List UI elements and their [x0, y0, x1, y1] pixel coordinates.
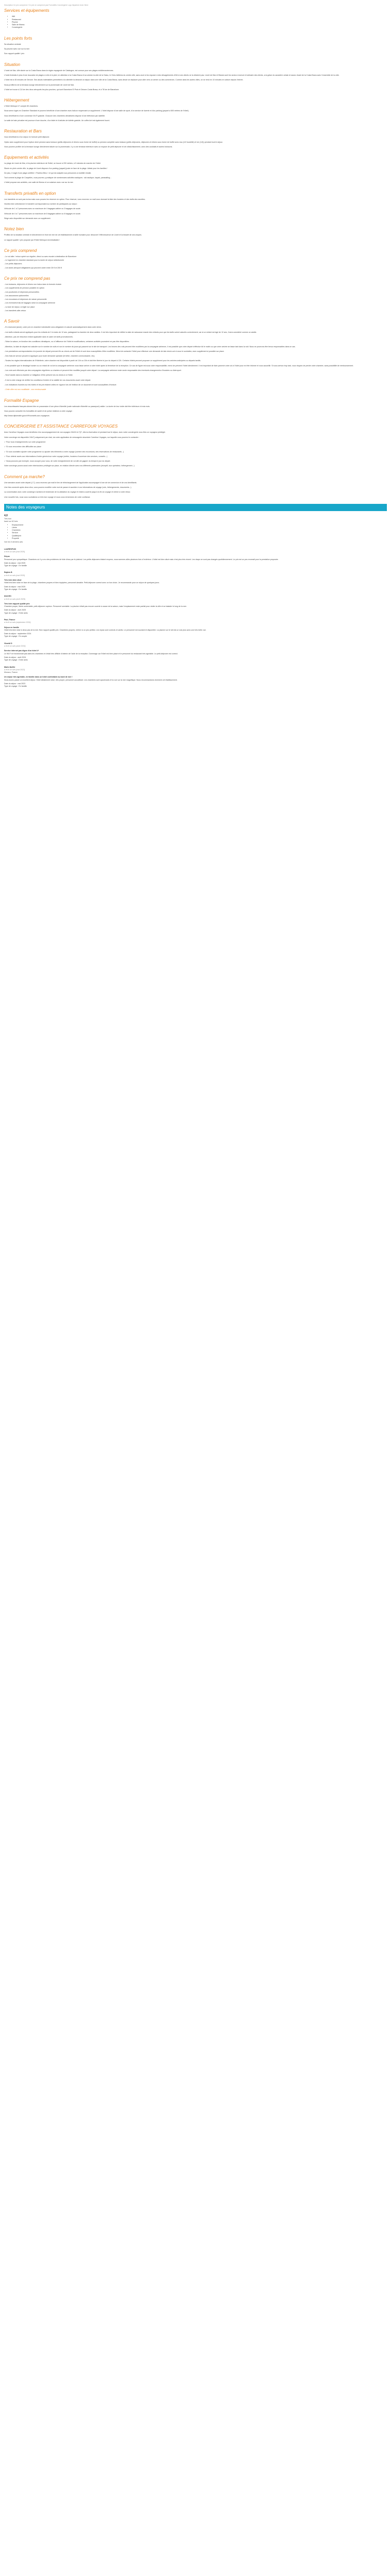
review-author: Rajkris B	[4, 571, 12, 574]
criteria-item: • Literie	[12, 527, 387, 529]
review-body: Chambre propre, literie confortable, petit-déjeuner copieux. Personnel serviable. La piscine n'était pas encore ouverte à cause de la saison, mais l'emplacement reste parfait pour visiter la ville et se balader le long de la mer.	[4, 605, 187, 608]
diplomatie-link[interactable]: http://www.diplomatie.gouv.fr/fr/conseils-aux-voyageurs	[4, 415, 50, 417]
list-item: - Les transferts aller-retour	[4, 310, 26, 312]
list-item: • Wifi	[12, 15, 387, 18]
paragraph: ✓ Pour tous renseignements sur votre programme	[4, 441, 46, 443]
criteria-item: • Qualité/prix	[12, 535, 387, 537]
review-type: Type de voyage : Entre amis	[4, 659, 28, 662]
list-item: - Les pourboires et dépenses personnelles	[4, 291, 39, 293]
paragraph: Vous pouvez consulter les formalités de santé et de police relatives à votre voyage :	[4, 410, 73, 412]
reviews-title-bar: Notes des voyageurs	[4, 504, 387, 511]
review-date-sejour: Date du séjour : août 2024	[4, 656, 26, 658]
review-item	[4, 595, 387, 615]
based-on: basé sur 62 Avis	[4, 520, 18, 523]
prix-comprend-list	[4, 256, 387, 269]
review-title: Déçus	[4, 555, 10, 558]
review-date-sejour: Date du séjour : septembre 2024	[4, 633, 31, 635]
review-date-sejour: Date du séjour : mai 2025	[4, 562, 26, 564]
section-title-prix-ne-comprend: Ce prix ne comprend pas	[4, 276, 51, 281]
paragraph: - Les prestations correspondantes à la journée de départ prennent fin au check-out de l'hôtel et sont donc susceptibles d'être modifiées. Merci de contacter l'hôtel pour effectuer une demande de late check-out si vous le souhaitez, avec supplément si possible sur place.	[4, 350, 224, 352]
list-item: • Conciergerie	[12, 26, 387, 29]
review-title: Un séjour très agréable, en famille dans un hôtel confortable au bord de mer !	[4, 676, 73, 679]
review-title: Service internet pas digne d'un hôtel 4*	[4, 650, 39, 652]
paragraph: L'hotel de Mar, ville située sur la Costa Brava dans la région espagnole de Catalogne, est connue pour ses plages méditerranéennes.	[4, 69, 114, 72]
paragraph: Son rapport qualité / prix	[4, 53, 25, 55]
review-type: Type de voyage : En famille	[4, 685, 27, 688]
section-title-notez: Notez bien	[4, 227, 24, 232]
paragraph: - Seules les règles internationales de l'Hôtellerie, votre chambre est disponible à partir de 14h ou 15h et doit être libérée le jour du départ à 12h. Certains hôtels peuvent proposer un supplément pour les arrivées anticipées ou départs tardifs.	[4, 360, 201, 362]
paragraph: Votre concierge pourra aussi votre interlocuteur privilégié sur place, en relation directe avec nos différents partenaires (réceptif, tour opérateur, hébergement...).	[4, 465, 135, 467]
breadcrumb[interactable]: Description Ce prix comprend / Ce prix ne comprend pas Formalités Conciergerie Logo Intpartner Avis Client	[4, 4, 88, 6]
section-title-points-forts: Les points forts	[4, 36, 32, 41]
review-title: Très bien rapport qualité prix	[4, 602, 30, 605]
paragraph: Nous profiterez de la terrasse-lounge directement sur la promenade de Lloret de Mar.	[4, 83, 74, 86]
paragraph: Véhicule de 4 à 7 personnes avec un maximum de 8 bagages cabine ou 6 bagages en soute.	[4, 212, 81, 215]
paragraph: Vous bénéficierez d'un séjour en formule petit déjeuner.	[4, 136, 50, 139]
paragraph: - Attention, la date de départ est calculée sur le nombre de nuits et non le nombre de jours qui passent sur le site de transport. Les heures des vols peuvent être modifiées par la compagnie aérienne, il est possible que votre départ s'effectue tôt le matin ou que votre arrivée se fasse tard dans la nuit. Nous ne pourrons être tenus responsables dans ce cas.	[4, 345, 296, 348]
section-title-hebergement: Hébergement	[4, 98, 29, 103]
paragraph: Une semaine avant votre départ (J-7), vous recevrez par mail le lien de téléchargement de l'application accompagné d'une clé de connexion et de vos identifiants.	[4, 481, 137, 484]
section-title-restauration: Restauration et Bars	[4, 129, 42, 134]
paragraph: - Il est possible que le décalage horaire ou un retard de vol de la compagnie aérienne vous fasse arriver à votre hôtel après la fermeture de la réception. Ce cas de figure est sous votre responsabilité, merci de prévenir l'hôtel directement. Il est important de faire parvenir votre vol à l'hôtel pour en être informé et vous accueillir. Si vous arrivez trop tard, vous risquez de perdre votre chambre, sans possibilité de remboursement.	[4, 364, 354, 367]
review-date: a écrit un avis (août 2024)	[4, 645, 26, 648]
services-list	[4, 15, 387, 29]
review-type: Type de voyage : En couple	[4, 635, 27, 638]
review-date-sejour: Date du séjour : mai 2023	[4, 683, 26, 685]
list-item: • Restaurant	[12, 19, 387, 21]
review-date: a écrit un avis (mai 2023)	[4, 668, 25, 671]
paragraph: Sa piscine avec vue sur la mer	[4, 48, 29, 50]
section-title-transferts: Transferts privatifs en option	[4, 191, 56, 196]
review-author: Marie-Noëlle	[4, 666, 15, 668]
list-item: - Les taxes aéroport obligatoires qui peuvent varier entre 30 € et 200 €	[4, 266, 62, 269]
paragraph: - Les indications fournies sur les hôtels et les prix étaient celles en vigueur lors de l'édition de ce document et sont susceptibles d'évoluer.	[4, 383, 117, 386]
paragraph: - En reservant (seule), votre prix en chambre individuelle sera obligatoire et calculé automatiquement dans votre devis.	[4, 326, 102, 329]
paragraph: ✓ Si vous souhaitez ajouter votre programme ou ajouter des éléments à votre voyage (comme des excursions, des réservations de restaurants...)	[4, 450, 124, 453]
review-title: Très bien bien situé	[4, 579, 22, 582]
review-title: Séjour en famille	[4, 626, 19, 629]
paragraph: - Selon la saison, en fonction des conditions climatiques, ou à l'affluence de l'hôtel et modifications, certaines activités pourraient ne pas être disponibles.	[4, 341, 130, 343]
review-body: Nous avons passé un excellent séjour. Hôtel idéalement situé, très propre, personnel accueillant. Les chambres sont spacieuses et la vue sur la mer magnifique. Nous recommandons vivement cet établissement.	[4, 679, 177, 681]
paragraph: Votre concierge est disponible 24h/7j uniquement par chat, via votre application de messagerie sécurisée Carrefour Voyages, sur laquelle vous pourrez le contacter :	[4, 436, 139, 438]
paragraph: Une fois connecté après deux clics, vous pourrez modifier votre mot de passe et accéder à vos informations de voyage (vols, hébergements, documents...).	[4, 486, 132, 489]
paragraph: ✓ Pour obtenir accès aux informations d'ordre général sur votre voyage (météo, horaires d'ouverture des services, conseils...)	[4, 455, 108, 457]
paragraph: Optez avec supplément pour l'option demi pension sans boisson (petits déjeuners et dîners sous forme de buffet) ou pension complète sans boisson (petits déjeuners, déjeuners et dîners sous forme de buffet avec eau (1/2 bouteille) et vin (1/4)) pendant tout le séjour.	[4, 141, 223, 143]
review-body: Personnel peu sympathique. Chambres où il y a eu des problèmes de fuite d'eau par le plafond. Les petits déjeuners étaient moyens, nous sommes allés plusieurs fois à l'extérieur. L'hôtel est bien situé mais n'est plus très récent. Les draps ne sont pas changés quotidiennement. Le prix est un peu excessif pour la prestation proposée.	[4, 558, 279, 561]
paragraph: - Attention, pas de réduction enfant applicable dans le cadre de tarifs promotionnels.	[4, 335, 73, 338]
paragraph: Tout comme la plage de Canyelles, vous pourrez y pratiquer de nombreuses activités nautiques : ski nautique, kayak, parasailing...	[4, 177, 111, 179]
review-author: Paul_France	[4, 618, 15, 621]
paragraph: L'hôtel se trouve à 2,6 km des deux aéroports les plus proches, qui sont Barcelone El Prat et Gérone-Costa Brava, et à 78 km de Barcelone.	[4, 88, 120, 91]
paragraph: L'hôtel est à 45 minutes de Gérone. Ses atouts indéniables permettent à la clientèle la désirant un séjour dans une ville de la Costa Brava, sans devoir se déplacer pour aller vers un centre ou des commerces. Comme dans les autres villes, on se rend en 10 minutes en voiture depuis l'entrée.	[4, 79, 243, 81]
paragraph: Le rapport qualité / prix proposé par l'Hôtel Metropol est imbattable !	[4, 239, 60, 241]
paragraph: Les transferts ne sont pas inclus mais vous pouvez les réserver en option. Pour réserver, vous recevrez un mail vous donnant la liste des horaires et des tarifs des navettes.	[4, 198, 145, 200]
paragraph: ✓ Si vous rencontrez des difficultés sur place	[4, 446, 42, 448]
review-type: Type de voyage : En famille	[4, 588, 27, 590]
paragraph: Située en plein centre ville, la plage de Lloret dispose d'un parking (payant) juste en face de la plage. Idéale pour les familles !	[4, 167, 108, 170]
review-author: dsmrt61	[4, 595, 11, 598]
paragraph: Avec Carrefour Voyages vous bénéficiez d'un accompagnement de vos voyages 24h/24 et 7j/7, dès la réservation et pendant tout le séjour, avec notre conciergerie vous êtes un voyageur privilégié.	[4, 431, 166, 434]
paragraph: La salle de bain privative est pourvue d'une douche, d'un bidet et d'articles de toilette gratuits. Un coffre-fort est également fourni.	[4, 120, 110, 122]
paragraph: - Il est à votre charge de vérifier les conditions d'entrée et la validité de vos documents avant votre départ.	[4, 379, 91, 381]
paragraph: Vous pourrez profiter de la terrasse lounge directement située sur la promenade, il y a une terrasse intérieure avec un espace de petit déjeuner et de rafraîchissement, avec des cocktails et autres boissons.	[4, 145, 173, 148]
paragraph: Profitez de la situation centrale et directement en front de mer de cet établissement à taille humaine pour découvrir l'effervescence de Lloret et la beauté de ses criques.	[4, 234, 142, 236]
review-item	[4, 548, 387, 568]
paragraph: Véhicule de 1 à 3 personnes avec un maximum de 4 bagages cabine ou 3 bagages de soute.	[4, 208, 81, 210]
list-item: • Salle de fitness	[12, 24, 387, 26]
reviews-summary	[4, 514, 387, 544]
list-item: - Les excursions et dépenses de nature personnelle	[4, 298, 47, 301]
review-body: Hôtel très bien situé à deux pas de la mer. Bon rapport qualité-prix. Chambres propres, même si un peu petites. Les repas sont corrects et variés. Le personnel est souriant et disponible. La piscine sur le toit est un vrai plus avec une très belle vue.	[4, 629, 206, 631]
section-title-equipements: Equipements et activités	[4, 155, 49, 160]
list-item: - Les boissons, déjeuners et dîners non inclus dans la formule choisie	[4, 283, 61, 285]
review-date: a écrit un avis (avril 2025)	[4, 598, 26, 600]
review-body: Le Wi-Fi ne fonctionnait pas dans les chambres et c'était très difficile d'obtenir de l'aide de la réception. Dommage car l'hôtel est bien placé et le personnel du restaurant très agréable. Le petit-déjeuner est correct.	[4, 652, 178, 655]
overall-label: Très bon	[4, 517, 12, 520]
list-item: - Le vol aller / retour opéré sur régulier, direct ou avec escale à destination de Barcelone	[4, 255, 77, 258]
review-date-sejour: Date du séjour : mai 2025	[4, 585, 26, 588]
review-item	[4, 571, 387, 591]
review-author: LAURESP100	[4, 548, 17, 550]
section-title-comment: Comment ça marche?	[4, 474, 45, 479]
list-item: - Les assurances optionnelles	[4, 294, 29, 297]
section-title-services: Services et équipements	[4, 8, 50, 13]
paragraph: Veuillez bien sélectionner le transfert correspondant au nombre de participants au séjour :	[4, 203, 78, 206]
paragraph: Siège auto disponible sur demande avec un supplément.	[4, 217, 51, 219]
review-date: a écrit un avis (mai 2025)	[4, 574, 25, 577]
see-all-reviews-link[interactable]: Voir les 5 derniers avis	[4, 541, 23, 544]
section-title-situation: Situation	[4, 62, 21, 67]
list-item: - Le logement en chambre standard pour la durée de séjour sélectionnée	[4, 259, 64, 262]
review-date: a écrit un avis (septembre 2024)	[4, 621, 31, 624]
section-title-formalites: Formalité Espagne	[4, 398, 39, 403]
paragraph: ✓ Nous pouvons par exemple, nous occuper pour vous, de votre enregistrement de vol afin de gagner du temps le jour du départ.	[4, 460, 111, 463]
review-item	[4, 666, 387, 688]
review-date: a écrit un avis (mai 2025)	[4, 550, 25, 553]
list-item: - Les éventuels frais de bagages selon la compagnie aérienne	[4, 302, 55, 304]
paragraph: Sa situation centrale	[4, 43, 21, 45]
section-title-conciergerie: CONCIERGERIE ET ASSISTANCE CARREFOUR VOYAGES	[4, 424, 118, 429]
review-item	[4, 642, 387, 662]
paragraph: L'hôtel propose ses activités, une salle de fitness et un solarium avec vue sur la mer.	[4, 181, 74, 184]
section-title-prix-comprend: Ce prix comprend	[4, 248, 37, 253]
review-author: Vboebl D	[4, 642, 12, 645]
paragraph: - Les tarifs enfants seront appliqués pour les enfants de 2 à moins de 12 ans, partageant la chambre de deux adultes. Il est très important de définir la date de naissance exacte des enfants pour que les tarifs soient calculés correctement, car si un enfant est âgé de 12 ans, il sera considéré comme un adulte.	[4, 331, 257, 333]
paragraph: L'Hôtel Metropol 4* compte 80 chambres.	[4, 105, 39, 108]
paragraph: Vous bénéficierez d'une connexion Wi-Fi gratuite. Chacune des chambres climatisées dispose d'une télévision par satellite.	[4, 114, 105, 117]
paragraph: De plus, il s'agit d'une plage certifiée « Pavillon Bleu » et qui est adaptée aux personnes à mobilité réduite.	[4, 172, 92, 174]
review-date-sejour: Date du séjour : avril 2025	[4, 609, 26, 612]
criteria-item: • Service	[12, 532, 387, 534]
paragraph: Une nouvelle fois, nous vous souhaitons un très bon voyage et nous vous remercions de votre confiance.	[4, 496, 91, 498]
paragraph: Nous serez logés en Chambre Standard et pourrez bénéficier d'une chambre avec balcon moyennant un supplément. L'hôtel dispose d'une salle de sport, d'un service de laverie et d'un parking (payant à 500 mètres de l'hôtel).	[4, 110, 189, 112]
reviews-section	[4, 511, 387, 688]
list-item: - La taxe de séjour, à régler sur place	[4, 306, 35, 308]
list-item: - Les suppléments de pension possible en option	[4, 287, 44, 290]
review-location: Monaco, France	[4, 671, 18, 674]
section-title-savoir: A Savoir	[4, 319, 20, 324]
paragraph: L'hotel Ambulla & plus d'une douzaine de plages à vélo et à pied, en attention à la Costa Brava et sa voisine la côte de la Salou, le Gers-Valtierra du centre-ville, sans avoir à les exposer à des désagréments d'été si ses clients ne la désirent pas. Lloret de Mar et Blanes sont les seuls à recevoir d'ordinaire des clients, a la grâce du caractère urbain et assez vivant de la Costa Brava avec l'ensemble de la côte.	[4, 74, 340, 76]
paragraph: - Des frais de service peuvent s'appliquer pour toute demande spéciale (lit bébé, chambre communicante, etc).	[4, 355, 95, 358]
paragraph: La plage de Lloret de Mar, et la piscine extérieure de l'hôtel, se trouve à 200 mètres, à 5 minutes de marche de l'hôtel.	[4, 162, 101, 165]
list-item: • Piscine	[12, 21, 387, 24]
prix-ne-comprend-list	[4, 283, 387, 312]
criteria-item: • Chambres	[12, 529, 387, 532]
paragraph: - Les vols sont effectués par des compagnies régulières ou charters et peuvent être modifiés jusqu'à votre départ. La compagnie aérienne reste seule responsable des éventuels changements d'horaires ou d'aéroport.	[4, 369, 182, 372]
criteria-item: • Propreté	[12, 537, 387, 540]
list-item: - Les petits déjeuners	[4, 263, 22, 265]
paragraph: - Seul l'adulte dans la chambre a l'obligation d'être présent lors du check-in à l'hôtel.	[4, 374, 73, 377]
review-type: Type de voyage : Entre amis	[4, 612, 28, 614]
review-body: Hôtel très bien situé en face de la plage, chambres propres et bien équipées, personnel aimable. Petit-déjeuner correct avec un bon choix. Je recommande pour un séjour de quelques jours.	[4, 582, 160, 584]
paragraph: Les ressortissants français doivent être en possession d'une pièce d'identité (carte nationale d'identité ou passeport) valide. La durée de leur visite doit être inférieure à trois mois.	[4, 405, 150, 408]
criteria-item: • Emplacement	[12, 524, 387, 527]
overall-score: 4,0	[4, 514, 8, 517]
review-item	[4, 619, 387, 638]
non-refundable-notice: - Cette offre est non modifiable - non remboursable	[4, 388, 46, 391]
review-type: Type de voyage : En famille	[4, 565, 27, 567]
criteria-list	[4, 524, 387, 540]
paragraph: La conversation avec votre concierge s'activera le lendemain de la validation du voyage et restera ouverte jusqu'à la fin du voyage et même à votre retour.	[4, 491, 131, 494]
